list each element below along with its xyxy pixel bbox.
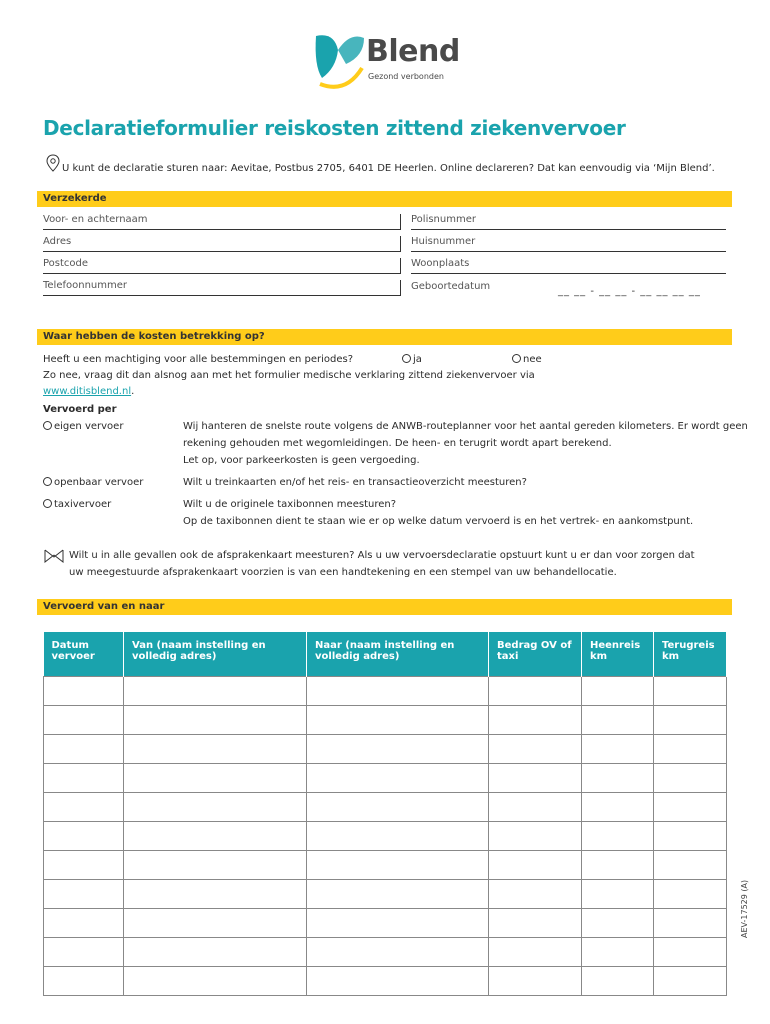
- own-transport-line-2: rekening gehouden met wegomleidingen. De heen- en terugrit wordt apart berekend.: [183, 438, 612, 449]
- table-row: [44, 706, 727, 735]
- amount-cell[interactable]: [489, 677, 582, 706]
- birthdate-input[interactable]: [558, 279, 726, 295]
- birthdate-mask: __ __ - __ __ - __ __ __ __: [558, 286, 701, 297]
- outbound-km-cell[interactable]: [582, 822, 654, 851]
- authorization-question: Heeft u een machtiging voor alle bestemmingen en periodes?: [43, 354, 354, 365]
- outbound-km-cell[interactable]: [582, 967, 654, 996]
- outbound-km-cell[interactable]: [582, 764, 654, 793]
- from-cell[interactable]: [124, 735, 307, 764]
- from-cell[interactable]: [124, 706, 307, 735]
- option-own-transport-label: eigen vervoer: [54, 421, 124, 432]
- trips-section-header: Vervoerd van en naar: [37, 599, 732, 615]
- return-km-cell[interactable]: [654, 938, 727, 967]
- address-field[interactable]: Adres: [43, 236, 401, 252]
- option-taxi[interactable]: [43, 499, 111, 510]
- location-pin-icon: [44, 154, 62, 172]
- amount-cell[interactable]: [489, 967, 582, 996]
- radio-yes-label: ja: [413, 354, 422, 365]
- date-cell[interactable]: [44, 851, 124, 880]
- amount-cell[interactable]: [489, 764, 582, 793]
- amount-cell[interactable]: [489, 735, 582, 764]
- return-km-cell[interactable]: [654, 735, 727, 764]
- from-cell[interactable]: [124, 909, 307, 938]
- from-cell[interactable]: [124, 764, 307, 793]
- col-to: Naar (naam instelling en volledig adres): [307, 632, 489, 677]
- date-cell[interactable]: [44, 764, 124, 793]
- date-cell[interactable]: [44, 735, 124, 764]
- postcode-field[interactable]: Postcode: [43, 258, 401, 274]
- to-cell[interactable]: [307, 880, 489, 909]
- logo-tagline: Gezond verbonden: [368, 72, 444, 81]
- table-row: [44, 851, 727, 880]
- to-cell[interactable]: [307, 735, 489, 764]
- amount-cell[interactable]: [489, 851, 582, 880]
- date-cell[interactable]: [44, 967, 124, 996]
- outbound-km-cell[interactable]: [582, 735, 654, 764]
- table-row: [44, 938, 727, 967]
- envelope-icon: [44, 549, 64, 563]
- from-cell[interactable]: [124, 967, 307, 996]
- trips-header-row: [44, 632, 727, 677]
- table-row: [44, 793, 727, 822]
- to-cell[interactable]: [307, 677, 489, 706]
- to-cell[interactable]: [307, 706, 489, 735]
- to-cell[interactable]: [307, 909, 489, 938]
- date-cell[interactable]: [44, 793, 124, 822]
- authorization-no[interactable]: [512, 354, 542, 365]
- date-cell[interactable]: [44, 938, 124, 967]
- appointment-card-note-1: Wilt u in alle gevallen ook de afsprakenkaart meesturen? Als u uw vervoersdeclaratie opstuurt kunt u er dan voor zorgen dat: [69, 550, 695, 561]
- link-line: [43, 386, 134, 397]
- logo-wordmark: Blend: [366, 34, 460, 69]
- col-amount: Bedrag OV of taxi: [489, 632, 582, 677]
- from-cell[interactable]: [124, 851, 307, 880]
- option-taxi-label: taxivervoer: [54, 499, 112, 510]
- own-transport-line-1: Wij hanteren de snelste route volgens de ANWB-routeplanner voor het aantal gereden kilometers. Er wordt geen: [183, 421, 748, 432]
- taxi-line-2: Op de taxibonnen dient te staan wie er op welke datum vervoerd is en het vertrek- en aankomstpunt.: [183, 516, 694, 527]
- return-km-cell[interactable]: [654, 851, 727, 880]
- to-cell[interactable]: [307, 851, 489, 880]
- ditisblend-link[interactable]: www.ditisblend.nl: [43, 386, 132, 397]
- col-return-km: Terugreis km: [654, 632, 727, 677]
- radio-own-transport[interactable]: [43, 421, 52, 430]
- table-row: [44, 880, 727, 909]
- return-km-cell[interactable]: [654, 764, 727, 793]
- page-title: Declaratieformulier reiskosten zittend ziekenvervoer: [43, 116, 626, 140]
- from-cell[interactable]: [124, 938, 307, 967]
- table-row: [44, 764, 727, 793]
- table-row: [44, 677, 727, 706]
- authorization-note: Zo nee, vraag dit dan alsnog aan met het formulier medische verklaring zittend ziekenvervoer via: [43, 370, 535, 381]
- amount-cell[interactable]: [489, 909, 582, 938]
- amount-cell[interactable]: [489, 938, 582, 967]
- to-cell[interactable]: [307, 764, 489, 793]
- col-outbound-km: Heenreis km: [582, 632, 654, 677]
- link-suffix: .: [131, 386, 135, 397]
- appointment-card-note-2: uw meegestuurde afsprakenkaart voorzien is van een handtekening en een stempel van uw behandellocatie.: [69, 567, 617, 578]
- col-from: Van (naam instelling en volledig adres): [124, 632, 307, 677]
- return-km-cell[interactable]: [654, 880, 727, 909]
- date-cell[interactable]: [44, 677, 124, 706]
- policy-number-field[interactable]: Polisnummer: [411, 214, 726, 230]
- from-cell[interactable]: [124, 677, 307, 706]
- insured-section-header: Verzekerde: [37, 191, 732, 207]
- return-km-cell[interactable]: [654, 909, 727, 938]
- authorization-yes[interactable]: [402, 354, 422, 365]
- birthdate-label: Geboortedatum: [411, 281, 491, 292]
- outbound-km-cell[interactable]: [582, 851, 654, 880]
- return-km-cell[interactable]: [654, 793, 727, 822]
- to-cell[interactable]: [307, 822, 489, 851]
- outbound-km-cell[interactable]: [582, 938, 654, 967]
- city-field[interactable]: Woonplaats: [411, 258, 726, 274]
- date-cell[interactable]: [44, 909, 124, 938]
- outbound-km-cell[interactable]: [582, 706, 654, 735]
- return-km-cell[interactable]: [654, 706, 727, 735]
- radio-yes[interactable]: [402, 354, 411, 363]
- from-cell[interactable]: [124, 880, 307, 909]
- col-date: Datum vervoer: [44, 632, 124, 677]
- taxi-line-1: Wilt u de originele taxibonnen meesturen?: [183, 499, 397, 510]
- public-transport-line-1: Wilt u treinkaarten en/of het reis- en transactieoverzicht meesturen?: [183, 477, 527, 488]
- amount-cell[interactable]: [489, 822, 582, 851]
- date-cell[interactable]: [44, 706, 124, 735]
- option-own-transport[interactable]: [43, 421, 123, 432]
- table-row: [44, 909, 727, 938]
- radio-taxi[interactable]: [43, 499, 52, 508]
- table-row: [44, 967, 727, 996]
- butterfly-icon: [306, 28, 368, 92]
- return-km-cell[interactable]: [654, 822, 727, 851]
- outbound-km-cell[interactable]: [582, 909, 654, 938]
- costs-section-header: Waar hebben de kosten betrekking op?: [37, 329, 732, 345]
- phone-field[interactable]: Telefoonnummer: [43, 280, 401, 296]
- date-cell[interactable]: [44, 822, 124, 851]
- radio-no[interactable]: [512, 354, 521, 363]
- own-transport-line-3: Let op, voor parkeerkosten is geen vergoeding.: [183, 455, 420, 466]
- from-cell[interactable]: [124, 822, 307, 851]
- blend-logo: [306, 28, 476, 92]
- option-public-transport[interactable]: [43, 477, 143, 488]
- return-km-cell[interactable]: [654, 677, 727, 706]
- amount-cell[interactable]: [489, 793, 582, 822]
- house-number-field[interactable]: Huisnummer: [411, 236, 726, 252]
- return-km-cell[interactable]: [654, 967, 727, 996]
- amount-cell[interactable]: [489, 880, 582, 909]
- radio-public-transport[interactable]: [43, 477, 52, 486]
- trips-table: [43, 632, 727, 996]
- form-code: AEV-17529 (A): [740, 879, 749, 938]
- outbound-km-cell[interactable]: [582, 793, 654, 822]
- amount-cell[interactable]: [489, 706, 582, 735]
- to-cell[interactable]: [307, 938, 489, 967]
- table-row: [44, 822, 727, 851]
- intro-text: U kunt de declaratie sturen naar: Aevitae, Postbus 2705, 6401 DE Heerlen. Online declareren? Dat kan eenvoudig via ‘Mijn Blend’.: [62, 163, 715, 174]
- transport-label: Vervoerd per: [43, 404, 117, 415]
- option-public-transport-label: openbaar vervoer: [54, 477, 144, 488]
- to-cell[interactable]: [307, 793, 489, 822]
- to-cell[interactable]: [307, 967, 489, 996]
- outbound-km-cell[interactable]: [582, 677, 654, 706]
- name-field[interactable]: Voor- en achternaam: [43, 214, 401, 230]
- outbound-km-cell[interactable]: [582, 880, 654, 909]
- table-row: [44, 735, 727, 764]
- radio-no-label: nee: [523, 354, 542, 365]
- from-cell[interactable]: [124, 793, 307, 822]
- date-cell[interactable]: [44, 880, 124, 909]
